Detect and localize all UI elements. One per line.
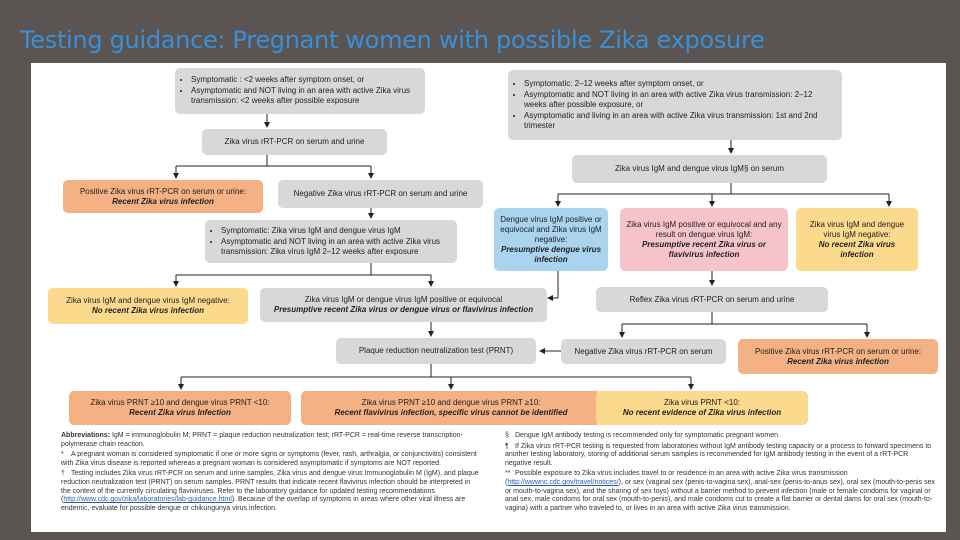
testing-note-end: ). Because of the overlap of symptoms in areas where other viral illness are endemic, evaluate for possible dengue or chikungunya virus infection. — [61, 496, 466, 512]
outcome-no-zika-box — [596, 391, 808, 425]
outcome-no-zika-line1: Zika virus PRNT <10: — [663, 398, 741, 407]
outcome-flavivirus-box — [301, 391, 601, 425]
travel-notices-link[interactable]: http://wwwnc.cdc.gov/travel/notices/ — [507, 478, 619, 486]
outcome-zika-box — [69, 391, 291, 425]
right-zika-positive-result: Presumptive recent Zika virus or flavivirus infection — [641, 239, 767, 259]
right-reflex-pcr-box — [596, 287, 828, 312]
right-positive-pcr-line1: Positive Zika virus rRT-PCR on serum or urine: — [754, 346, 922, 356]
left-igm-positive-box — [260, 288, 547, 322]
left-negative-pcr-label: Negative Zika virus rRT-PCR on serum and urine — [293, 189, 468, 198]
flowchart-panel — [31, 63, 946, 532]
right-dengue-positive-box — [494, 208, 608, 271]
left-criteria-box — [175, 68, 425, 114]
left-igm-criteria-symptomatic: • Symptomatic: Zika virus IgM and dengue virus IgM — [221, 226, 451, 236]
left-igm-negative-result: No recent Zika virus infection — [91, 306, 205, 315]
outcome-zika-line1: Zika virus PRNT ≥10 and dengue virus PRNT <10: — [90, 398, 270, 407]
dengue-igm-note — [505, 432, 935, 441]
left-criteria-symptomatic: • Symptomatic : <2 weeks after symptom onset, or — [191, 75, 419, 85]
exposure-note-text: Possible exposure to Zika virus includes travel to or residence in an area with active Zika virus transmission ( — [505, 470, 848, 486]
prnt-box — [336, 338, 536, 364]
right-zika-positive-line1: Zika virus IgM positive or equivocal and any result on dengue virus IgM: — [626, 219, 782, 239]
outcome-flavivirus-result: Recent flavivirus infection, specific virus cannot be identified — [334, 408, 568, 417]
testing-note — [61, 470, 481, 513]
footnotes-left — [61, 432, 481, 515]
symptomatic-note-text: A pregnant woman is considered symptomatic if one or more signs or symptoms (fever, rash, arthralgia, or conjunctivitis) consistent with Zika virus disease is reported whereas a pregnant woman is considered asymptomatic if symptoms are NOT reported. — [61, 451, 477, 467]
right-dengue-positive-line1: Dengue virus IgM positive or equivocal and Zika virus IgM negative: — [500, 214, 602, 244]
slide-title: Testing guidance: Pregnant women with possible Zika exposure — [20, 26, 765, 54]
pcr-storage-note-text: If Zika virus rRT-PCR testing is requested from laboratories without IgM antibody testing capacity or a process to forward specimens to another testing laboratory, storing of additional serum samples is recommended for IgM antibody testing in the event of a rRT-PCR negative result. — [505, 442, 932, 467]
left-pcr-test-box — [202, 129, 387, 155]
testing-note-text: Testing includes Zika virus rRT-PCR on serum and urine samples, Zika virus and dengue virus Immunoglobulin M (IgM), and plaque reduction neutralization test (PRNT) on serum samples. PRNT results that indicate recent flavivirus infection should be interpreted in the context of the currently circulating flaviviruses. Refer to the laboratory guidance for updated testing recommendations ( — [61, 470, 479, 504]
right-criteria-asymptomatic-nonresident: • Asymptomatic and NOT living in an area with active Zika virus transmission: 2–12 weeks after possible exposure, or — [524, 90, 836, 110]
right-negative-pcr-label: Negative Zika virus rRT-PCR on serum — [574, 346, 713, 356]
left-igm-negative-box — [48, 288, 248, 324]
right-both-negative-line1: Zika virus IgM and dengue virus IgM negative: — [809, 219, 905, 239]
lab-guidance-link[interactable]: http://www.cdc.gov/zika/laboratories/lab-guidance.html — [63, 496, 232, 504]
right-negative-pcr-box — [561, 339, 726, 364]
right-criteria-asymptomatic-resident: • Asymptomatic and living in an area with active Zika virus transmission: 1st and 2nd trimester — [524, 111, 836, 131]
right-zika-positive-box — [620, 208, 788, 271]
left-igm-criteria-asymptomatic: • Asymptomatic and NOT living in an area with active Zika virus transmission: Zika virus IgM 2–12 weeks after exposure — [221, 237, 451, 257]
left-criteria-asymptomatic: • Asymptomatic and NOT living in an area with active Zika virus transmission: <2 weeks after possible exposure — [191, 86, 419, 106]
outcome-zika-result: Recent Zika virus Infection — [129, 408, 231, 417]
left-pcr-test-label: Zika virus rRT-PCR on serum and urine — [224, 137, 365, 146]
right-both-negative-result: No recent Zika virus infection — [818, 239, 896, 259]
left-positive-pcr-result: Recent Zika virus infection — [112, 196, 214, 206]
abbreviations-text: IgM = immunoglobulin M; PRNT = plaque reduction neutralization test; rRT-PCR = real-time reverse transcription-polymerase chain reaction. — [61, 432, 463, 448]
exposure-note-mark: ** — [505, 470, 511, 478]
right-positive-pcr-result: Recent Zika virus infection — [787, 356, 889, 366]
symptomatic-note — [61, 451, 481, 468]
right-igm-test-label: Zika virus IgM and dengue virus IgM§ on serum — [615, 164, 784, 173]
left-igm-criteria-box — [205, 220, 457, 263]
right-igm-test-box — [572, 155, 827, 183]
left-igm-positive-result: Presumptive recent Zika virus or dengue virus or flavivirus infection — [273, 305, 534, 314]
left-igm-positive-line1: Zika virus IgM or dengue virus IgM positive or equivocal — [304, 295, 503, 304]
testing-note-mark: † — [61, 470, 65, 478]
right-positive-pcr-box — [738, 339, 938, 374]
abbreviations-label: Abbreviations: — [61, 432, 111, 439]
prnt-label: Plaque reduction neutralization test (PRNT) — [358, 346, 514, 355]
outcome-no-zika-result: No recent evidence of Zika virus infection — [622, 408, 782, 417]
left-igm-negative-line1: Zika virus IgM and dengue virus IgM negative: — [66, 296, 230, 305]
outcome-flavivirus-line1: Zika virus PRNT ≥10 and dengue virus PRNT ≥10: — [361, 398, 541, 407]
footnotes-right — [505, 432, 935, 515]
left-positive-pcr-line1: Positive Zika virus rRT-PCR on serum or urine: — [79, 186, 247, 196]
right-reflex-pcr-label: Reflex Zika virus rRT-PCR on serum and urine — [629, 294, 795, 304]
exposure-note — [505, 470, 935, 513]
left-positive-pcr-box — [63, 180, 263, 213]
pcr-storage-note — [505, 443, 935, 469]
symptomatic-note-mark: * — [61, 451, 64, 459]
left-negative-pcr-box — [278, 180, 483, 208]
dengue-igm-note-mark: § — [505, 432, 509, 439]
exposure-note-end: ), or sex (vaginal sex (penis-to-vagina sex), anal-sex (penis-to-anus sex), oral sex (mouth-to-penis sex or mouth-to-vagina sex), and the sharing of sex toys) without a barrier method to prevent infection (male or female condoms for vaginal or anal sex, male condoms for oral sex (mouth-to-penis), and male condoms cut to create a flat barrier or dental dams for oral sex (mouth-to-vagina) with a partner who traveled to, or lives in an area with active Zika virus transmission. — [505, 478, 935, 512]
abbreviations-note — [61, 432, 481, 449]
right-criteria-box — [508, 70, 842, 140]
dengue-igm-note-text: Dengue IgM antibody testing is recommended only for symptomatic pregnant women. — [515, 432, 780, 439]
right-dengue-positive-result: Presumptive dengue virus infection — [500, 244, 602, 264]
pcr-storage-note-mark: ¶ — [505, 442, 509, 450]
right-both-negative-box — [796, 208, 918, 271]
right-criteria-symptomatic: • Symptomatic: 2–12 weeks after symptom onset, or — [524, 79, 836, 89]
